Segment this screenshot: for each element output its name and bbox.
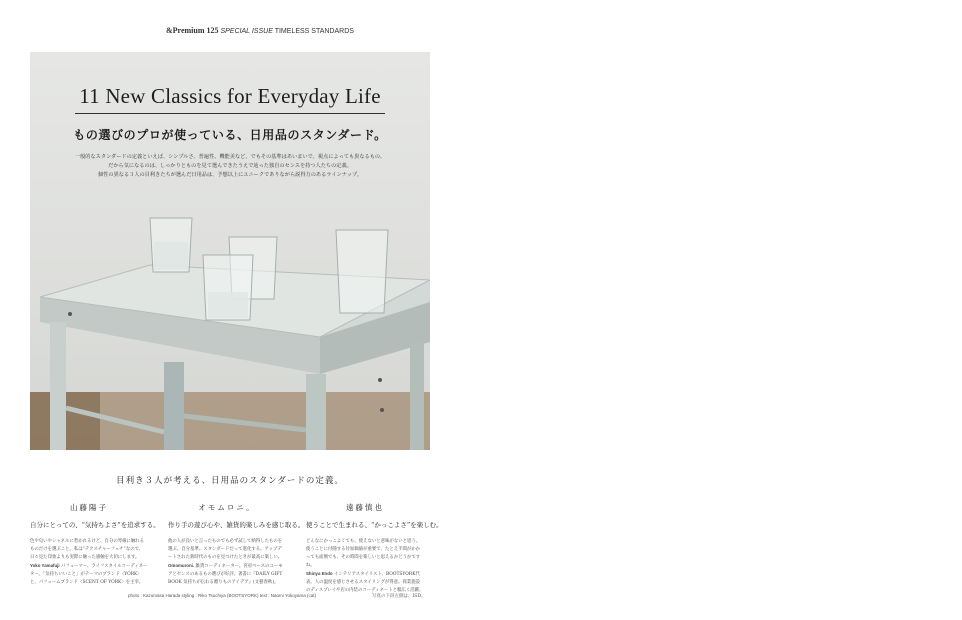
expert-bio-name: Yoko Yamafuji xyxy=(30,563,60,568)
intro-line: だから気になるのは、しっかりとものを見て選んできたうえで辿った独自のセンスを持つ人たちの定義。 xyxy=(108,163,352,169)
expert-tagline: 作り手の遊び心や、雑貨的楽しみを感じ取る。 xyxy=(168,521,305,529)
page-subtitle: もの選びのプロが使っている、日用品のスタンダード。 xyxy=(73,128,387,142)
photo-note: 写真の下段左側は、ISD。 xyxy=(372,594,426,599)
magazine-brand: &Premium 125 xyxy=(166,26,219,35)
intro-text xyxy=(30,153,430,180)
expert-tagline: 使うことで生まれる、“かっこよさ”を楽しむ。 xyxy=(306,521,443,529)
section-heading: 目利き３人が考える、日用品のスタンダードの定義。 xyxy=(116,476,344,486)
expert-bio xyxy=(30,562,148,587)
magazine-header xyxy=(166,26,354,35)
expert-bio-text: 雑貨コーディネーター。宮府ベースのユーモアとセンスのあるもの選びが好評。著書に『DAILY GIFT BOOK 気持ちが伝わる贈りものアイデア』(文藝春秋)。 xyxy=(168,564,283,585)
intro-line: 一般的なスタンダードの定義といえば、シンプルさ、普遍性、機能美など。でもその基準はあいまいで、視点によっても異なるもの。 xyxy=(74,154,386,160)
expert-bio-name: Omomuroni. xyxy=(168,563,195,568)
intro-line: 個性の異なる３人の目利きたちが選んだ日用品は、予想以上にユニークでありながら説得力のあるラインナップ。 xyxy=(98,172,362,178)
hero-title-block xyxy=(30,84,430,180)
expert-bio xyxy=(306,570,424,595)
expert-bio xyxy=(168,562,286,587)
expert-column-yamafuji xyxy=(30,502,160,587)
expert-bio-text: パフューマー、ライフスタイルコーディネーター。「気持ちいいこと」がテーマのブランド〈YORK〉と、パフュームブランド〈SCENT OF YORK〉を主宰。 xyxy=(30,564,148,585)
page-title: 11 New Classics for Everyday Life xyxy=(75,84,384,114)
expert-tagline: 自分にとっての、“気持ちよさ”を追求する。 xyxy=(30,521,160,529)
expert-bio-name: Shinya Endo xyxy=(306,571,333,576)
expert-name: 山藤陽子 xyxy=(70,503,108,512)
photo-credits: photo : Kazumasa Harada styling : Riko Tsuchiya (BOOTSYORK) text : Naomi Yokoyama (cat) xyxy=(128,593,316,598)
expert-bio-text: インテリアスタイリスト。BOOTSYORK代表。人の温度を感じさせるスタイリングが得意。商業施設のディスプレイや店の内装のコーディネートと幅広く活躍。 xyxy=(306,572,424,593)
special-issue-label: SPECIAL ISSUE xyxy=(220,28,273,35)
expert-column-endo xyxy=(306,502,443,595)
expert-body: 色や匂いやシャネルに惹かれるけど、自分の琴線に触れるものだけを選ぶこと。私は“テクスチャーフェチ”なので、日々見た印象よりも実際に触った感触を大切にします。 xyxy=(30,539,145,560)
expert-name: 遠藤慎也 xyxy=(346,503,384,512)
expert-body: どんなにかっこよくても、使えないと意味がないと思う。使うことに付随する付加価値が重要で、たとえ手間がかかっても面倒でも、その時間を楽しいと思えるかどうかですね。 xyxy=(306,539,421,568)
expert-body: 他の人が良いと言ったものでも必ず試して納得したものを選ぶ。自分基準。スタンダードだって進化する。アップデートされた新時代のものを見つけたときが最高に楽しい。 xyxy=(168,539,283,560)
hero-photo xyxy=(30,52,430,450)
expert-name: オモムロニ。 xyxy=(198,503,256,512)
expert-column-omomuroni xyxy=(168,502,305,587)
issue-theme: TIMELESS STANDARDS xyxy=(274,28,354,35)
